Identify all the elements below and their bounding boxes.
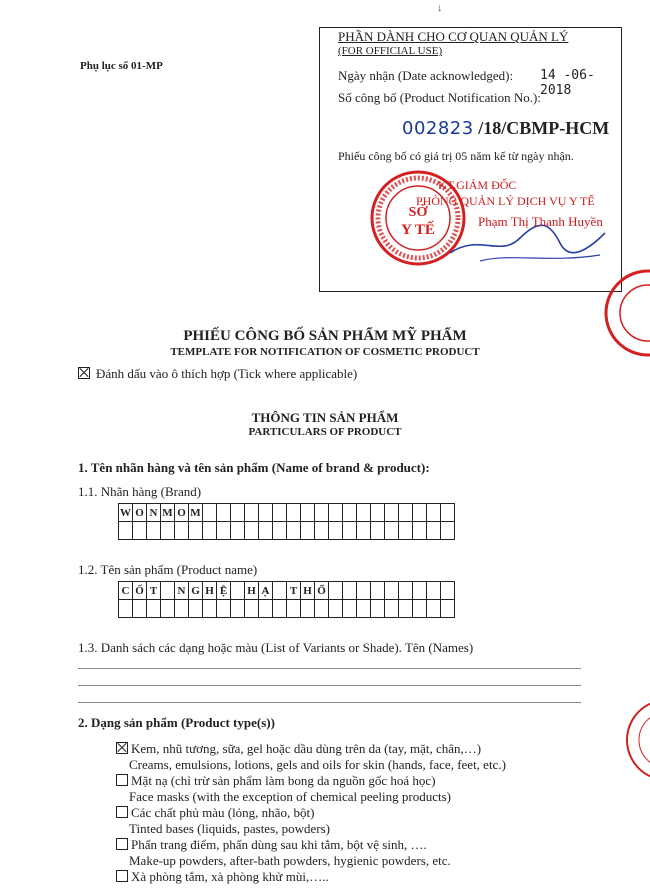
- checkbox-empty-icon: [116, 806, 128, 818]
- brand-label: 1.1. Nhãn hàng (Brand): [78, 484, 202, 499]
- grid-cell: [245, 504, 259, 522]
- grid-cell: C: [119, 582, 133, 600]
- grid-cell: [427, 600, 441, 618]
- grid-cell: [357, 600, 371, 618]
- grid-cell: [133, 600, 147, 618]
- grid-cell: Ệ: [217, 582, 231, 600]
- part2-heading: 2. Dạng sản phẩm (Product type(s)): [78, 715, 275, 730]
- grid-cell: [161, 582, 175, 600]
- edge-stamp-right-lower: [622, 695, 650, 785]
- grid-cell: T: [147, 582, 161, 600]
- product-type-vn: Phấn trang điểm, phấn dùng sau khi tắm, bột vệ sinh, ….: [131, 837, 427, 852]
- product-name-grid: [118, 581, 455, 618]
- grid-cell: [119, 600, 133, 618]
- variants-line: [78, 702, 581, 703]
- grid-cell: [189, 600, 203, 618]
- checkbox-empty-icon: [116, 838, 128, 850]
- grid-cell: [427, 582, 441, 600]
- grid-cell: [301, 504, 315, 522]
- grid-cell: N: [147, 504, 161, 522]
- grid-cell: O: [175, 504, 189, 522]
- checkbox-checked-icon: [78, 367, 90, 379]
- top-mark: ↓: [437, 2, 443, 14]
- section-title-vn: THÔNG TIN SẢN PHẨM: [251, 410, 399, 425]
- grid-cell: [441, 600, 455, 618]
- grid-cell: [315, 600, 329, 618]
- stamp-line-2: Y TẾ: [401, 222, 435, 238]
- grid-cell: H: [245, 582, 259, 600]
- grid-cell: [175, 600, 189, 618]
- grid-cell: M: [189, 504, 203, 522]
- date-acknowledged-value: 14 -06- 2018: [540, 68, 595, 98]
- grid-cell: [203, 600, 217, 618]
- grid-cell: [399, 600, 413, 618]
- grid-cell: [371, 600, 385, 618]
- grid-cell: [413, 582, 427, 600]
- grid-cell: [343, 600, 357, 618]
- grid-cell: [427, 504, 441, 522]
- grid-cell: [273, 504, 287, 522]
- grid-cell: G: [189, 582, 203, 600]
- grid-cell: [147, 600, 161, 618]
- grid-cell: W: [119, 504, 133, 522]
- grid-cell: [147, 522, 161, 540]
- grid-cell: [329, 522, 343, 540]
- grid-cell: [217, 504, 231, 522]
- official-box-title: PHẦN DÀNH CHO CƠ QUAN QUẢN LÝ: [338, 29, 569, 44]
- grid-cell: [371, 504, 385, 522]
- notification-number-suffix: /18/CBMP-HCM: [478, 118, 610, 138]
- grid-cell: [441, 522, 455, 540]
- grid-cell: [343, 522, 357, 540]
- grid-cell: Ố: [133, 582, 147, 600]
- checkbox-empty-icon: [116, 774, 128, 786]
- grid-cell: [273, 582, 287, 600]
- grid-cell: [231, 582, 245, 600]
- grid-cell: [399, 504, 413, 522]
- validity-note: Phiếu công bố có giá trị 05 năm kể từ ngày nhận.: [338, 149, 574, 163]
- product-type-item: [116, 869, 329, 885]
- official-box-subtitle: (FOR OFFICIAL USE): [338, 45, 443, 57]
- grid-cell: [189, 522, 203, 540]
- grid-cell: [231, 504, 245, 522]
- form-title-en: TEMPLATE FOR NOTIFICATION OF COSMETIC PRODUCT: [170, 346, 480, 358]
- product-type-vn: Các chất phủ màu (lỏng, nhão, bột): [131, 805, 315, 820]
- grid-cell: [329, 504, 343, 522]
- grid-cell: [371, 582, 385, 600]
- official-use-box: [319, 27, 622, 292]
- grid-cell: [315, 504, 329, 522]
- grid-cell: [119, 522, 133, 540]
- grid-cell: M: [161, 504, 175, 522]
- grid-cell: [357, 582, 371, 600]
- grid-cell: H: [203, 582, 217, 600]
- form-title-vn: PHIẾU CÔNG BỐ SẢN PHẨM MỸ PHẨM: [183, 328, 467, 344]
- product-type-item: [116, 837, 451, 869]
- grid-cell: [245, 600, 259, 618]
- product-type-en: Creams, emulsions, lotions, gels and oils for skin (hands, face, feet, etc.): [129, 757, 506, 772]
- grid-cell: [259, 504, 273, 522]
- grid-cell: [385, 600, 399, 618]
- tick-note: [78, 366, 357, 382]
- signer-title-1: KT.GIÁM ĐỐC: [438, 178, 517, 192]
- grid-cell: H: [301, 582, 315, 600]
- grid-cell: [357, 504, 371, 522]
- grid-cell: [161, 600, 175, 618]
- grid-cell: Ạ: [259, 582, 273, 600]
- variants-label: 1.3. Danh sách các dạng hoặc màu (List of Variants or Shade). Tên (Names): [78, 640, 474, 655]
- grid-cell: [245, 522, 259, 540]
- grid-cell: N: [175, 582, 189, 600]
- product-type-vn: Xà phòng tắm, xà phòng khử mùi,…..: [131, 869, 329, 884]
- grid-cell: [203, 504, 217, 522]
- grid-cell: [231, 522, 245, 540]
- product-name-label: 1.2. Tên sản phẩm (Product name): [78, 562, 258, 577]
- brand-grid: [118, 503, 455, 540]
- variants-line: [78, 668, 581, 669]
- checkbox-empty-icon: [116, 870, 128, 882]
- grid-cell: [287, 522, 301, 540]
- grid-cell: [217, 600, 231, 618]
- grid-cell: [343, 582, 357, 600]
- signer-title-2: PHÒNG QUẢN LÝ DỊCH VỤ Y TẾ: [416, 194, 595, 208]
- grid-cell: [413, 600, 427, 618]
- grid-cell: [441, 582, 455, 600]
- grid-cell: [301, 600, 315, 618]
- grid-cell: [441, 504, 455, 522]
- product-type-item: [116, 741, 506, 773]
- grid-cell: [231, 600, 245, 618]
- grid-cell: [175, 522, 189, 540]
- product-type-vn: Kem, nhũ tương, sữa, gel hoặc dầu dùng trên da (tay, mặt, chân,…): [131, 741, 482, 756]
- grid-cell: [343, 504, 357, 522]
- grid-cell: [329, 600, 343, 618]
- grid-cell: [287, 504, 301, 522]
- part1-heading: 1. Tên nhãn hàng và tên sản phẩm (Name of brand & product):: [78, 460, 430, 475]
- grid-cell: [385, 522, 399, 540]
- grid-cell: [399, 522, 413, 540]
- grid-cell: [413, 522, 427, 540]
- grid-cell: [427, 522, 441, 540]
- product-type-vn: Mặt nạ (chỉ trừ sản phẩm làm bong da nguồn gốc hoá học): [131, 773, 436, 788]
- grid-cell: [385, 582, 399, 600]
- grid-cell: [357, 522, 371, 540]
- grid-cell: [301, 522, 315, 540]
- grid-cell: [259, 522, 273, 540]
- product-type-en: Tinted bases (liquids, pastes, powders): [129, 821, 331, 836]
- notification-no-label: Số công bố (Product Notification No.):: [338, 90, 541, 105]
- grid-cell: [273, 522, 287, 540]
- product-type-item: [116, 805, 330, 837]
- grid-cell: [217, 522, 231, 540]
- grid-cell: [273, 600, 287, 618]
- product-type-en: Face masks (with the exception of chemical peeling products): [129, 789, 452, 804]
- grid-cell: [287, 600, 301, 618]
- signer-name: Phạm Thị Thanh Huyền: [478, 214, 603, 229]
- grid-cell: T: [287, 582, 301, 600]
- checkbox-checked-icon: [116, 742, 128, 754]
- grid-cell: [385, 504, 399, 522]
- grid-cell: [133, 522, 147, 540]
- grid-cell: [371, 522, 385, 540]
- date-acknowledged-label: Ngày nhận (Date acknowledged):: [338, 68, 514, 83]
- grid-cell: [161, 522, 175, 540]
- grid-cell: Ổ: [315, 582, 329, 600]
- grid-cell: [329, 582, 343, 600]
- product-type-item: [116, 773, 451, 805]
- grid-cell: [203, 522, 217, 540]
- tick-note-text: Đánh dấu vào ô thích hợp (Tick where applicable): [96, 366, 358, 381]
- stamp-line-1: SỞ: [408, 205, 428, 220]
- grid-cell: [413, 504, 427, 522]
- section-title-en: PARTICULARS OF PRODUCT: [248, 426, 402, 438]
- notification-number-digits: 002823: [402, 118, 474, 139]
- notification-number: [402, 118, 609, 139]
- variants-line: [78, 685, 581, 686]
- product-type-en: Make-up powders, after-bath powders, hygienic powders, etc.: [129, 853, 451, 868]
- grid-cell: [259, 600, 273, 618]
- grid-cell: [315, 522, 329, 540]
- annex-label: Phụ lục số 01-MP: [80, 60, 163, 72]
- grid-cell: [399, 582, 413, 600]
- grid-cell: O: [133, 504, 147, 522]
